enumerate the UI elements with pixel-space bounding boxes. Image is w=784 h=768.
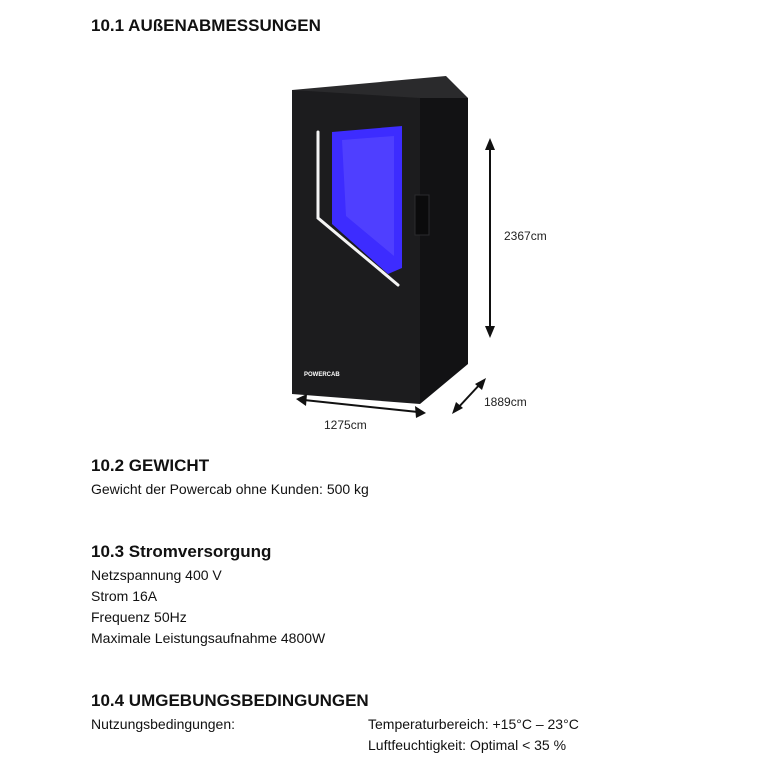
section-title-dimensions: 10.1 AUßENABMESSUNGEN xyxy=(91,16,321,35)
section-title-power: 10.3 Stromversorgung xyxy=(91,542,272,561)
brand-logo: POWERCAB xyxy=(304,372,340,378)
temperature-range: Temperaturbereich: +15°C – 23°C xyxy=(368,716,579,732)
width-label: 1275cm xyxy=(324,418,367,432)
humidity-range: Luftfeuchtigkeit: Optimal < 35 % xyxy=(368,737,567,753)
cabinet-side xyxy=(420,98,468,404)
depth-label: 1889cm xyxy=(484,395,527,409)
height-label: 2367cm xyxy=(504,229,547,243)
side-panel xyxy=(415,195,429,235)
section-title-weight: 10.2 GEWICHT xyxy=(91,456,210,475)
power-line: Strom 16A xyxy=(91,588,158,604)
power-line: Frequenz 50Hz xyxy=(91,609,187,625)
power-line: Maximale Leistungsaufnahme 4800W xyxy=(91,630,326,646)
weight-text: Gewicht der Powercab ohne Kunden: 500 kg xyxy=(91,481,369,497)
height-arrow xyxy=(485,138,495,338)
power-line: Netzspannung 400 V xyxy=(91,567,222,583)
powercab-dimension-figure xyxy=(270,60,570,440)
section-title-environment: 10.4 UMGEBUNGSBEDINGUNGEN xyxy=(91,691,369,710)
depth-arrow xyxy=(452,378,486,414)
conditions-label: Nutzungsbedingungen: xyxy=(91,716,236,732)
